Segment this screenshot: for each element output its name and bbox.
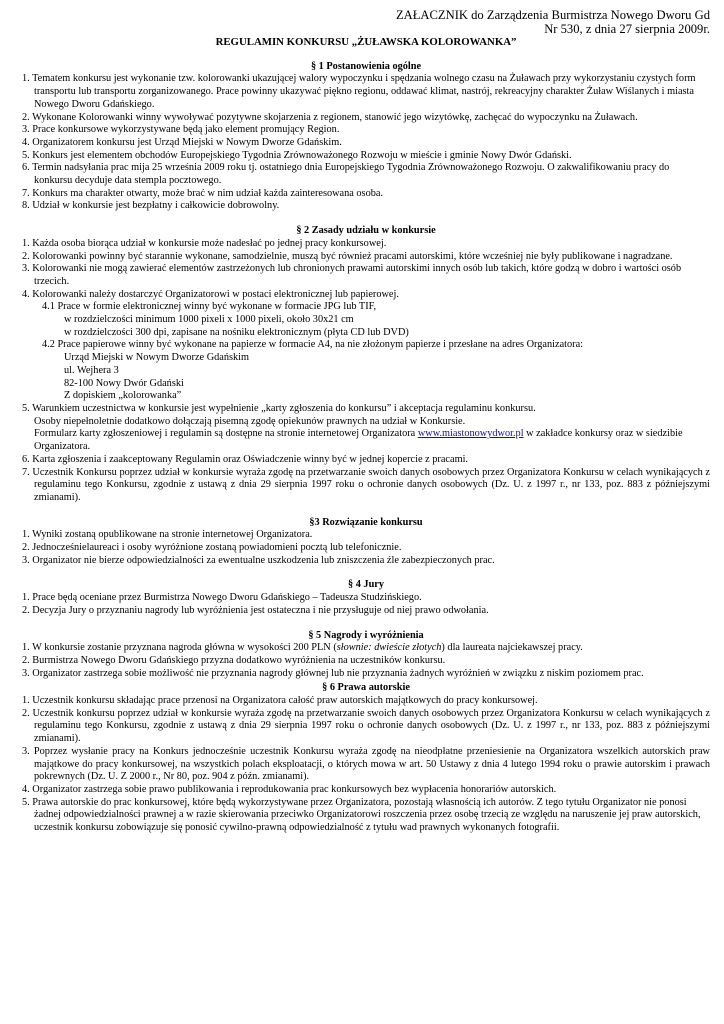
s1-item-1: 1. Tematem konkursu jest wykonanie tzw. kolorowanki ukazującej walory wypoczynku i spędzania wolnego czasu na Żuławach przy wykorzystaniu czystych form transportu lub transportu zorganizowanego. Prace powinny ukazywać piękno regionu, oddawać klimat, nastrój, rekreacyjny charakter Żuław Wiślanych i miasta Nowego Dworu Gdańskiego. xyxy=(22,73,696,110)
s2-item-3: 3. Kolorowanki nie mogą zawierać elementów zastrzeżonych lub chronionych prawami autorskimi innych osób lub takich, które godzą w dobro i wartości osób trzecich. xyxy=(22,263,682,287)
s6-item-5: 5. Prawa autorskie do prac konkursowej, które będą wykorzystywane przez Organizatora, pozostają własnością ich autorów. Z tego tytułu Organizator nie ponosi żadnej odpowiedzialności prawnej a w razie skierowania przeciwko Organizatorowi roszczenia przez osobę trzecią ze względu na naruszenie jej praw autorskich, uczestnik konkursu zobowiązuje się ponosić cywilno-prawną odpowiedzialność z tytułu wad prawnych wykonanych fotografii. xyxy=(22,796,701,834)
s2-item-6: 6. Karta zgłoszenia i zaakceptowany Regulamin oraz Oświadczenie winny być w jednej kopercie z pracami. xyxy=(22,453,469,465)
s2-subitem-4-2: 4.2 Prace papierowe winny być wykonane na papierze w formacie A4, na nie złożonym papierze i przesłane na adres Organizatora: xyxy=(42,339,584,351)
regulations-document xyxy=(22,8,710,835)
attachment-header xyxy=(22,8,710,36)
s1-item-2: 2. Wykonane Kolorowanki winny wywoływać pozytywne skojarzenia z regionem, stanowić jego wizytówkę, zachęcać do wypoczynku na Żuławach. xyxy=(22,111,638,123)
s2-subitem-4-1-line-2: w rozdzielczości minimum 1000 pixeli x 1000 pixeli, około 30x21 cm xyxy=(64,314,354,326)
s2-subitem-4-1-line-3: w rozdzielczości 300 dpi, zapisane na nośniku elektronicznym (płyta CD lub DVD) xyxy=(64,326,409,338)
organizer-website-link[interactable]: www.miastonowydwor.pl xyxy=(417,428,524,440)
address-line-1: Urząd Miejski w Nowym Dworze Gdańskim xyxy=(64,352,250,364)
s1-item-7: 7. Konkurs ma charakter otwarty, może brać w nim udział każda zainteresowana osoba. xyxy=(22,187,384,199)
s3-item-2: 2. Jednocześnielaureaci i osoby wyróżnione zostaną powiadomieni pocztą lub telefonicznie. xyxy=(22,542,402,554)
s2-item-5-line-3 xyxy=(22,428,710,453)
section-4-heading: § 4 Jury xyxy=(347,579,385,591)
s5-item-3: 3. Organizator zastrzega sobie możliwość nie przyznania nagrody głównej lub nie przyznania żadnych wyróżnień w związku z niskim poziomem prac. xyxy=(22,667,644,679)
s2-item-4: 4. Kolorowanki należy dostarczyć Organizatorowi w postaci elektronicznej lub papierowej. xyxy=(22,288,399,300)
section-1-heading: § 1 Postanowienia ogólne xyxy=(310,60,422,72)
s5-item-2: 2. Burmistrza Nowego Dworu Gdańskiego przyzna dodatkowo wyróżnienia na uczestników konkursu. xyxy=(22,654,446,666)
s5-item-1-post: ) dla laureata najciekawszej pracy. xyxy=(441,642,583,654)
s1-item-6: 6. Termin nadsyłania prac mija 25 września 2009 roku tj. ostatniego dnia Europejskiego Tygodnia Zrównoważonego Rozwoju. O zakwalifikowaniu pracy do konkursu decyduje data stempla pocztowego. xyxy=(22,162,670,187)
s4-item-1: 1. Prace będą oceniane przez Burmistrza Nowego Dworu Gdańskiego – Tadeusza Studzińskiego. xyxy=(22,592,422,604)
document-title: REGULAMIN KONKURSU „ŻUŁAWSKA KOLOROWANKA” xyxy=(215,36,517,48)
s1-item-5: 5. Konkurs jest elementem obchodów Europejskiego Tygodnia Zrównoważonego Rozwoju w mieście i gminie Nowy Dwór Gdański. xyxy=(22,149,572,161)
s2-item-1: 1. Każda osoba biorąca udział w konkursie może nadesłać po jednej pracy konkursowej. xyxy=(22,237,387,249)
address-line-3: 82-100 Nowy Dwór Gdański xyxy=(64,377,184,389)
s3-item-3: 3. Organizator nie bierze odpowiedzialności za ewentualne uszkodzenia lub zniszczenia źle zabezpieczonych prac. xyxy=(22,554,495,566)
section-5-heading: § 5 Nagrody i wyróżnienia xyxy=(308,629,424,641)
s3-item-1: 1. Wyniki zostaną opublikowane na stronie internetowej Organizatora. xyxy=(22,529,313,541)
s2-item-2: 2. Kolorowanki powinny być starannie wykonane, samodzielnie, muszą być również pracami autorskimi, które wcześniej nie były publikowane i nagradzane. xyxy=(22,250,673,262)
header-line-2: Nr 530, z dnia 27 sierpnia 2009r. xyxy=(544,22,710,36)
s6-item-1: 1. Uczestnik konkursu składając prace przenosi na Organizatora całość praw autorskich majątkowych do pracy konkursowej. xyxy=(22,695,538,707)
section-2-heading: § 2 Zasady udziału w konkursie xyxy=(296,225,436,237)
s1-item-3: 3. Prace konkursowe wykorzystywane będą jako element promujący Region. xyxy=(22,124,340,136)
s5-item-1-pre: 1. W konkursie zostanie przyznana nagroda główna w wysokości 200 PLN ( xyxy=(22,642,337,654)
s2-item-5: 5. Warunkiem uczestnictwa w konkursie jest wypełnienie „karty zgłoszenia do konkursu” i akceptacja regulaminu konkursu. xyxy=(22,402,536,414)
s6-item-4: 4. Organizator zastrzega sobie prawo publikowania i reprodukowania prac konkursowych bez wypłacenia honorariów autorskich. xyxy=(22,783,557,795)
s1-item-4: 4. Organizatorem konkursu jest Urząd Miejski w Nowym Dworze Gdańskim. xyxy=(22,136,342,148)
s2-item-7: 7. Uczestnik Konkursu poprzez udział w konkursie wyraża zgodę na przetwarzanie swoich danych osobowych przez Organizatora Konkursu w celach wynikających z regulaminu tego Konkursu, zgodnie z ustawą z dnia 29 sierpnia 1997 roku o ochronie danych osobowych (Dz. U. z 1997 r., nr 133, poz. 883 z późniejszymi zmianami). xyxy=(22,466,710,503)
s2-item-5-line-3-pre: Formularz karty zgłoszeniowej i regulamin są dostępne na stronie internetowej Organizatora xyxy=(34,428,418,440)
address-line-2: ul. Wejhera 3 xyxy=(64,364,119,376)
s2-item-5-line-2: Osoby niepełnoletnie dodatkowo dołączają pisemną zgodę opiekunów prawnych na udział w Konkursie. xyxy=(34,415,466,427)
section-6-heading: § 6 Prawa autorskie xyxy=(322,682,410,694)
s1-item-8: 8. Udział w konkursie jest bezpłatny i całkowicie dobrowolny. xyxy=(22,200,280,212)
s2-subitem-4-1: 4.1 Prace w formie elektronicznej winny być wykonane w formacie JPG lub TIF, xyxy=(42,301,377,313)
s6-item-2: 2. Uczestnik konkursu poprzez udział w konkursie wyraża zgodę na przetwarzanie swoich danych osobowych przez Organizatora Konkursu w celach wynikających z regulaminu tego Konkursu, zgodnie z ustawą z dnia 29 sierpnia 1997 roku o ochronie danych osobowych (Dz. U. z 1997 r., nr 133, poz. 883 z późniejszymi zmianami). xyxy=(22,707,710,745)
section-3-heading: §3 Rozwiązanie konkursu xyxy=(309,516,423,528)
s4-item-2: 2. Decyzja Jury o przyznaniu nagrody lub wyróżnienia jest ostateczna i nie przysługuje od niej prawo odwołania. xyxy=(22,604,489,616)
s6-item-3: 3. Poprzez wysłanie pracy na Konkurs jednocześnie uczestnik Konkursu wyraża zgodę na nieodpłatne przeniesienie na Organizatora wszelkich autorskich praw majątkowe do pracy konkursowej, na wszystkich polach eksploatacji, o których mowa w art. 50 Ustawy z dnia 4 lutego 1994 roku o prawie autorskim i prawach pokrewnych (Dz. U. Z 2000 r., Nr 80, poz. 904 z późn. zmianami). xyxy=(22,745,710,783)
s2-item-5-line-3-post: w zakładce konkursy oraz w siedzibie Organizatora. xyxy=(34,428,683,453)
s5-item-1 xyxy=(22,642,710,655)
s5-item-1-amount-words: słownie: dwieście złotych xyxy=(336,642,442,654)
address-line-4: Z dopiskiem „kolorowanka” xyxy=(64,390,182,402)
header-line-1: ZAŁACZNIK do Zarządzenia Burmistrza Nowego Dworu Gd xyxy=(395,8,710,22)
